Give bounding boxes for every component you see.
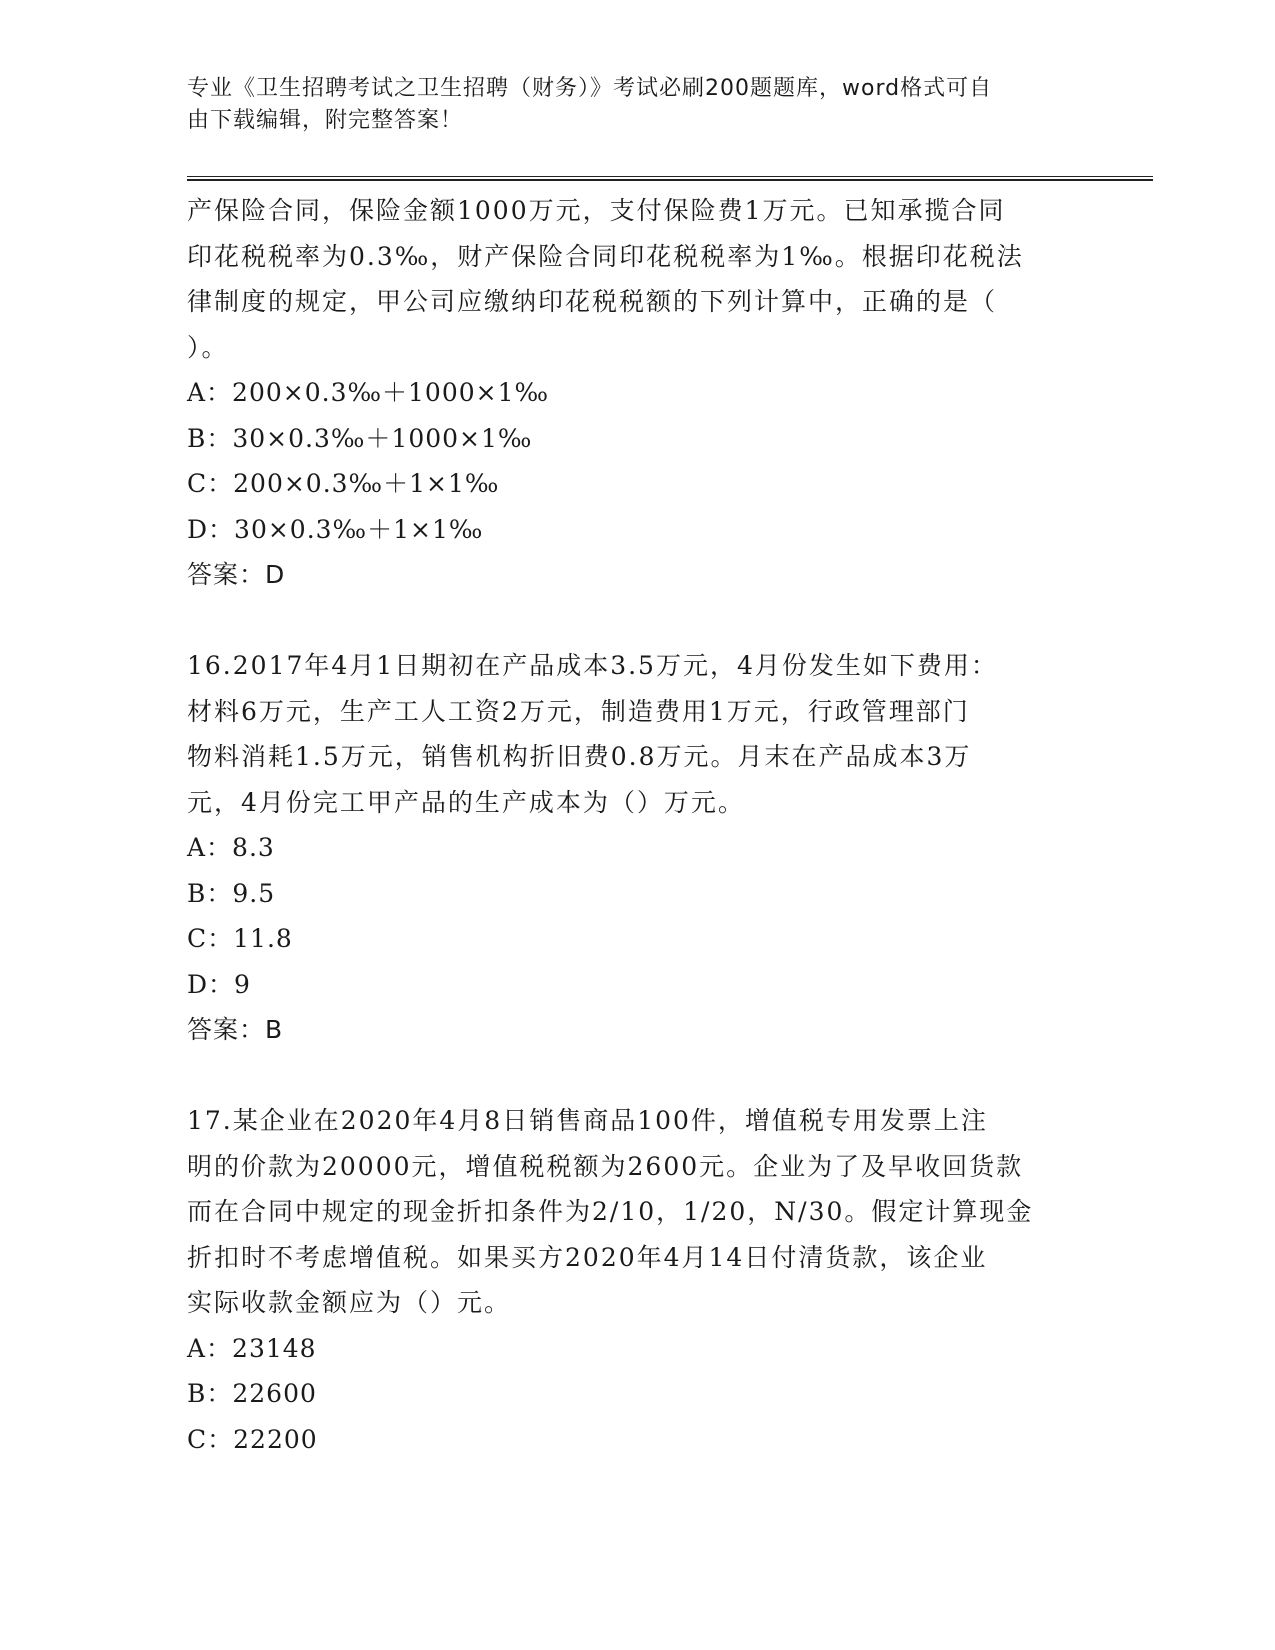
spacer bbox=[187, 1053, 1087, 1099]
question-16-stem-line: 材料6万元，生产工人工资2万元，制造费用1万元，行政管理部门 bbox=[187, 696, 970, 726]
question-15-stem-line: ）。 bbox=[187, 332, 229, 362]
question-17-stem-line: 明的价款为20000元，增值税税额为2600元。企业为了及早收回货款 bbox=[187, 1151, 1024, 1181]
question-17-option-b: B：22600 bbox=[187, 1379, 317, 1408]
question-17-option-a: A：23148 bbox=[187, 1333, 317, 1363]
question-16-option-c: C：11.8 bbox=[187, 924, 293, 953]
page-header bbox=[187, 73, 1067, 137]
question-15 bbox=[187, 188, 1087, 598]
question-15-answer: 答案：D bbox=[187, 560, 286, 589]
header-title-line-2: 由下载编辑，附完整答案！ bbox=[187, 108, 464, 133]
question-17-stem-line: 而在合同中规定的现金折扣条件为2/10，1/20，N/30。假定计算现金 bbox=[187, 1197, 1034, 1226]
question-15-option-b: B：30×0.3‰＋1000×1‰ bbox=[187, 423, 533, 453]
question-15-stem-line: 律制度的规定，甲公司应缴纳印花税税额的下列计算中，正确的是（ bbox=[187, 287, 998, 316]
question-16-option-d: D：9 bbox=[187, 969, 251, 999]
question-17-stem-line: 17.某企业在2020年4月8日销售商品100件，增值税专用发票上注 bbox=[187, 1106, 988, 1135]
header-divider bbox=[187, 176, 1153, 181]
spacer bbox=[187, 598, 1087, 644]
question-16-stem-line: 元，4月份完工甲产品的生产成本为（）万元。 bbox=[187, 787, 745, 817]
question-15-option-d: D：30×0.3‰＋1×1‰ bbox=[187, 514, 484, 544]
question-16-stem-line: 物料消耗1.5万元，销售机构折旧费0.8万元。月末在产品成本3万 bbox=[187, 742, 972, 771]
header-title-line-1: 专业《卫生招聘考试之卫生招聘（财务）》考试必刷200题题库，word格式可自 bbox=[187, 76, 993, 101]
question-16-answer: 答案：B bbox=[187, 1015, 284, 1044]
question-17-stem-line: 折扣时不考虑增值税。如果买方2020年4月14日付清货款，该企业 bbox=[187, 1242, 988, 1272]
question-list bbox=[187, 188, 1087, 1462]
question-16-option-a: A：8.3 bbox=[187, 833, 275, 862]
question-16-stem-line: 16.2017年4月1日期初在产品成本3.5万元，4月份发生如下费用： bbox=[187, 651, 998, 680]
question-16-option-b: B：9.5 bbox=[187, 878, 276, 908]
question-15-option-a: A：200×0.3‰＋1000×1‰ bbox=[187, 378, 550, 407]
question-15-stem-line: 印花税税率为0.3‰，财产保险合同印花税税率为1‰。根据印花税法 bbox=[187, 241, 1024, 271]
question-16 bbox=[187, 643, 1087, 1053]
question-17-stem-line: 实际收款金额应为（）元。 bbox=[187, 1288, 512, 1317]
question-15-option-c: C：200×0.3‰＋1×1‰ bbox=[187, 469, 500, 498]
question-15-stem-line: 产保险合同，保险金额1000万元，支付保险费1万元。已知承揽合同 bbox=[187, 196, 1006, 225]
question-17 bbox=[187, 1098, 1087, 1462]
question-17-option-c: C：22200 bbox=[187, 1424, 318, 1454]
